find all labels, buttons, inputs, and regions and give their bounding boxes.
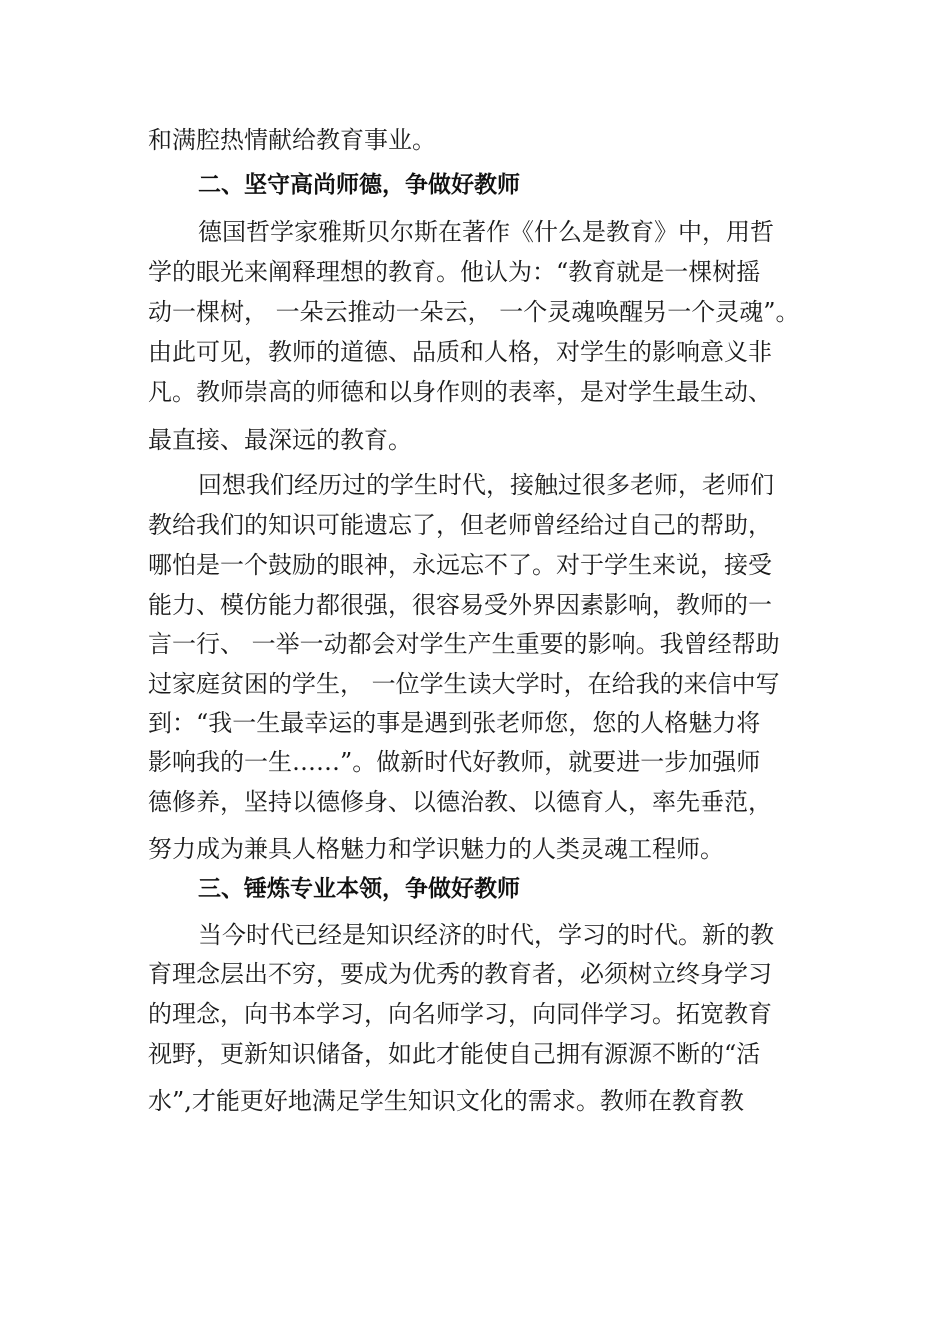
section-heading-2: 二、坚守高尚师德，争做好教师	[198, 172, 520, 198]
text-line: 回想我们经历过的学生时代，接触过很多老师，老师们	[198, 471, 774, 499]
text-line: 水”,才能更好地满足学生知识文化的需求。教师在教育教	[148, 1087, 744, 1115]
text-line: 和满腔热情献给教育事业。	[148, 126, 436, 154]
text-line: 教给我们的知识可能遗忘了，但老师曾经给过自己的帮助，	[148, 511, 772, 539]
text-line: 能力、模仿能力都很强，很容易受外界因素影响，教师的一	[148, 591, 772, 619]
text-line: 到：“我一生最幸运的事是遇到张老师您，您的人格魅力将	[148, 709, 761, 737]
text-line: 言一行、 一举一动都会对学生产生重要的影响。我曾经帮助	[148, 630, 780, 658]
text-line: 育理念层出不穷，要成为优秀的教育者，必须树立终身学习	[148, 960, 772, 988]
text-line: 视野，更新知识储备，如此才能使自己拥有源源不断的“活	[148, 1040, 761, 1068]
text-line: 德修养，坚持以德修身、以德治教、以德育人，率先垂范，	[148, 788, 772, 816]
text-line: 凡。教师崇高的师德和以身作则的表率，是对学生最生动、	[148, 378, 772, 406]
text-line: 努力成为兼具人格魅力和学识魅力的人类灵魂工程师。	[148, 835, 724, 863]
text-line: 由此可见，教师的道德、品质和人格，对学生的影响意义非	[148, 338, 772, 366]
section-heading-3: 三、锤炼专业本领，争做好教师	[198, 876, 520, 902]
text-line: 最直接、最深远的教育。	[148, 426, 412, 454]
text-line: 哪怕是一个鼓励的眼神，永远忘不了。对于学生来说，接受	[148, 551, 772, 579]
text-line: 当今时代已经是知识经济的时代，学习的时代。新的教	[198, 921, 774, 949]
text-line: 影响我的一生……”。做新时代好教师，就要进一步加强师	[148, 748, 761, 776]
text-line: 动一棵树， 一朵云推动一朵云， 一个灵魂唤醒另一个灵魂”。	[148, 298, 800, 326]
text-line: 过家庭贫困的学生， 一位学生读大学时，在给我的来信中写	[148, 670, 780, 698]
text-line: 的理念，向书本学习，向名师学习，向同伴学习。拓宽教育	[148, 1000, 772, 1028]
text-line: 学的眼光来阐释理想的教育。他认为：“教育就是一棵树摇	[148, 258, 761, 286]
text-line: 德国哲学家雅斯贝尔斯在著作《什么是教育》中，用哲	[198, 218, 774, 246]
